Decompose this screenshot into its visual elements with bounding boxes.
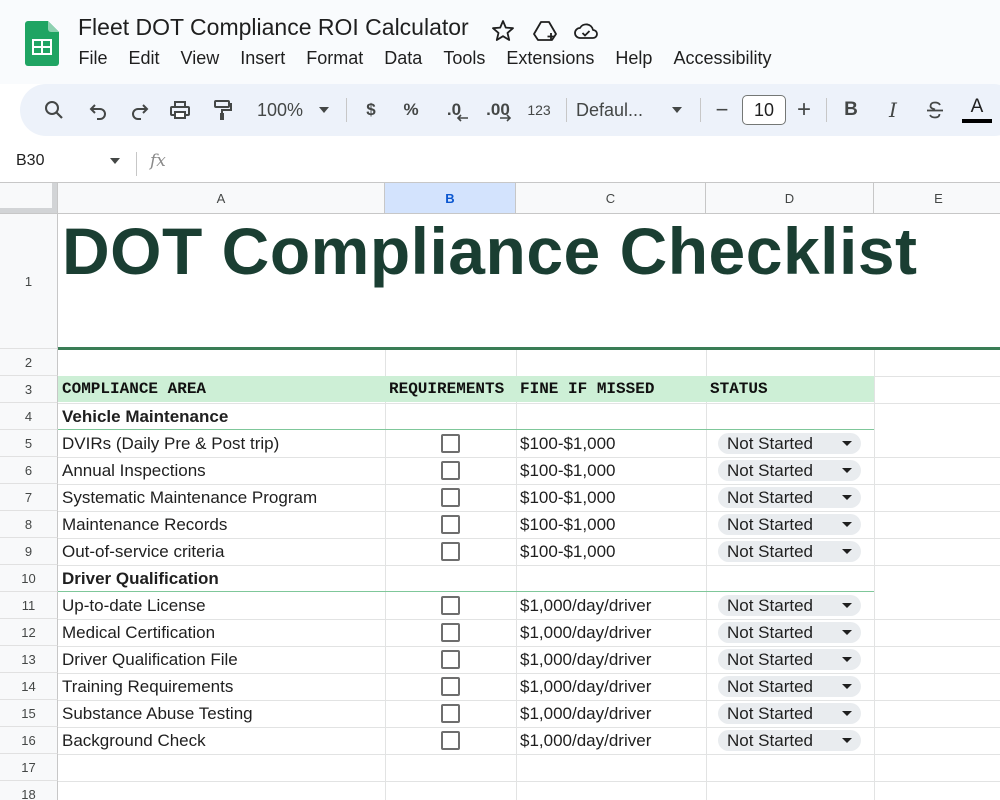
fine-cell: $100-$1,000 xyxy=(520,460,616,480)
menu-edit[interactable]: Edit xyxy=(128,48,160,68)
status-dropdown[interactable] xyxy=(718,433,861,454)
star-icon[interactable] xyxy=(490,18,516,44)
fine-cell: $100-$1,000 xyxy=(520,541,616,561)
redo-button[interactable] xyxy=(122,84,158,136)
undo-button[interactable] xyxy=(80,84,116,136)
status-dropdown[interactable] xyxy=(718,730,861,751)
header-fine-if-missed: FINE IF MISSED xyxy=(520,380,655,398)
gridline xyxy=(706,349,707,800)
menu-insert[interactable]: Insert xyxy=(240,48,286,68)
gridline xyxy=(874,349,875,800)
toolbar-divider xyxy=(700,98,701,122)
menu-data[interactable]: Data xyxy=(384,48,423,68)
chevron-down-icon xyxy=(842,468,852,473)
row-header[interactable]: 11 xyxy=(0,592,58,619)
row-header[interactable]: 2 xyxy=(0,349,58,376)
requirement-checkbox[interactable] xyxy=(441,461,460,480)
print-icon xyxy=(169,99,191,121)
row-header[interactable]: 14 xyxy=(0,673,58,700)
requirement-checkbox[interactable] xyxy=(441,677,460,696)
status-dropdown[interactable] xyxy=(718,649,861,670)
requirement-checkbox[interactable] xyxy=(441,731,460,750)
strikethrough-icon xyxy=(924,99,946,121)
requirement-checkbox[interactable] xyxy=(441,704,460,723)
chevron-down-icon xyxy=(842,630,852,635)
currency-format-button[interactable]: $ xyxy=(366,100,376,119)
sheets-logo-icon[interactable] xyxy=(25,21,59,66)
redo-icon xyxy=(129,99,151,121)
toolbar-divider xyxy=(826,98,827,122)
row-header[interactable]: 7 xyxy=(0,484,58,511)
move-to-drive-icon[interactable] xyxy=(532,18,558,44)
chevron-down-icon xyxy=(842,522,852,527)
column-header-a[interactable]: A xyxy=(58,183,385,214)
compliance-area-cell: Substance Abuse Testing xyxy=(62,703,253,723)
increase-decimal-button[interactable] xyxy=(478,84,518,136)
title-bar xyxy=(0,0,1000,84)
chevron-down-icon xyxy=(842,495,852,500)
requirement-checkbox[interactable] xyxy=(441,542,460,561)
bold-button[interactable]: B xyxy=(844,99,858,120)
percent-format-button[interactable]: % xyxy=(403,100,419,119)
status-value: Not Started xyxy=(727,460,813,480)
column-header-b[interactable]: B xyxy=(385,183,516,214)
row-header[interactable]: 15 xyxy=(0,700,58,727)
status-value: Not Started xyxy=(727,676,813,696)
font-select[interactable] xyxy=(576,84,688,136)
fine-cell: $1,000/day/driver xyxy=(520,730,652,750)
number-format-button[interactable]: 123 xyxy=(527,102,551,118)
requirement-checkbox[interactable] xyxy=(441,434,460,453)
status-dropdown[interactable] xyxy=(718,514,861,535)
gridline xyxy=(58,754,1000,755)
fine-cell: $100-$1,000 xyxy=(520,433,616,453)
zoom-select[interactable] xyxy=(248,84,338,136)
function-icon: fx xyxy=(150,151,166,171)
fine-cell: $100-$1,000 xyxy=(520,514,616,534)
status-value: Not Started xyxy=(727,541,813,561)
compliance-area-cell: Driver Qualification File xyxy=(62,649,238,669)
document-title[interactable]: Fleet DOT Compliance ROI Calculator xyxy=(78,14,469,40)
menu-help[interactable]: Help xyxy=(615,48,653,68)
requirement-checkbox[interactable] xyxy=(441,650,460,669)
text-color-swatch xyxy=(962,119,992,123)
row-header[interactable]: 1 xyxy=(0,214,58,349)
compliance-area-cell: Medical Certification xyxy=(62,622,216,642)
menu-extensions[interactable]: Extensions xyxy=(506,48,595,68)
chevron-down-icon xyxy=(842,441,852,446)
requirement-checkbox[interactable] xyxy=(441,623,460,642)
row-header[interactable]: 9 xyxy=(0,538,58,565)
status-value: Not Started xyxy=(727,622,813,642)
text-color-label: A xyxy=(970,96,984,117)
chevron-down-icon xyxy=(672,107,682,113)
menu-bar xyxy=(68,46,782,71)
column-header-d[interactable]: D xyxy=(706,183,874,214)
status-value: Not Started xyxy=(727,649,813,669)
row-header[interactable]: 5 xyxy=(0,430,58,457)
fine-cell: $1,000/day/driver xyxy=(520,676,652,696)
row-header[interactable]: 12 xyxy=(0,619,58,646)
compliance-area-cell: DVIRs (Daily Pre & Post trip) xyxy=(62,433,280,453)
requirement-checkbox[interactable] xyxy=(441,596,460,615)
chevron-down-icon[interactable] xyxy=(110,158,120,164)
arrow-left-icon xyxy=(456,114,468,122)
status-value: Not Started xyxy=(727,433,813,453)
requirement-checkbox[interactable] xyxy=(441,515,460,534)
search-menus-button[interactable] xyxy=(34,84,74,136)
toolbar-divider xyxy=(346,98,347,122)
chevron-down-icon xyxy=(842,603,852,608)
cloud-saved-icon[interactable] xyxy=(573,18,599,44)
fine-cell: $1,000/day/driver xyxy=(520,649,652,669)
status-dropdown[interactable] xyxy=(718,460,861,481)
chevron-down-icon xyxy=(319,107,329,113)
status-value: Not Started xyxy=(727,703,813,723)
row-header[interactable]: 18 xyxy=(0,781,58,800)
italic-button[interactable]: I xyxy=(889,98,897,122)
status-value: Not Started xyxy=(727,514,813,534)
header-compliance-area: COMPLIANCE AREA xyxy=(62,380,207,398)
compliance-area-cell: Background Check xyxy=(62,730,206,750)
gridline xyxy=(385,349,386,800)
menu-accessibility[interactable]: Accessibility xyxy=(673,48,772,68)
decrease-decimal-button[interactable] xyxy=(436,84,472,136)
text-color-button[interactable] xyxy=(960,84,994,136)
compliance-area-cell: Annual Inspections xyxy=(62,460,206,480)
chevron-down-icon xyxy=(842,684,852,689)
decrease-font-size-button[interactable]: − xyxy=(715,97,729,122)
fine-cell: $100-$1,000 xyxy=(520,487,616,507)
header-requirements: REQUIREMENTS xyxy=(389,380,505,398)
status-dropdown[interactable] xyxy=(718,622,861,643)
section-vehicle-maintenance: Vehicle Maintenance xyxy=(62,406,229,426)
increase-decimal-label: .00 xyxy=(486,100,510,119)
spreadsheet-grid xyxy=(0,182,1000,800)
compliance-area-cell: Systematic Maintenance Program xyxy=(62,487,318,507)
fine-cell: $1,000/day/driver xyxy=(520,595,652,615)
compliance-area-cell: Out-of-service criteria xyxy=(62,541,225,561)
formula-divider xyxy=(136,152,137,176)
status-dropdown[interactable] xyxy=(718,487,861,508)
gridline xyxy=(516,349,517,800)
name-box[interactable]: B30 xyxy=(16,152,45,169)
decrease-decimal-label: .0 xyxy=(446,100,462,119)
gridline xyxy=(58,781,1000,782)
select-all-corner[interactable] xyxy=(0,183,58,214)
font-name: Defaul... xyxy=(576,99,644,120)
status-dropdown[interactable] xyxy=(718,703,861,724)
paint-format-button[interactable] xyxy=(204,84,240,136)
strikethrough-button[interactable] xyxy=(920,84,950,136)
arrow-right-icon xyxy=(500,114,512,122)
status-dropdown[interactable] xyxy=(718,676,861,697)
paint-format-icon xyxy=(211,99,233,121)
menu-tools[interactable]: Tools xyxy=(443,48,486,68)
row-header[interactable]: 17 xyxy=(0,754,58,781)
row-header[interactable]: 6 xyxy=(0,457,58,484)
status-value: Not Started xyxy=(727,595,813,615)
increase-font-size-button[interactable]: + xyxy=(796,96,811,123)
row-header[interactable]: 3 xyxy=(0,376,58,403)
fine-cell: $1,000/day/driver xyxy=(520,622,652,642)
formula-bar xyxy=(0,146,1000,182)
freeze-row-handle[interactable] xyxy=(0,208,57,213)
font-size-input[interactable]: 10 xyxy=(742,95,786,125)
menu-file[interactable]: File xyxy=(78,48,108,68)
row-header[interactable]: 13 xyxy=(0,646,58,673)
row-header[interactable]: 8 xyxy=(0,511,58,538)
chevron-down-icon xyxy=(842,711,852,716)
section-driver-qualification: Driver Qualification xyxy=(62,568,219,588)
print-button[interactable] xyxy=(162,84,198,136)
compliance-area-cell: Training Requirements xyxy=(62,676,234,696)
chevron-down-icon xyxy=(842,738,852,743)
fine-cell: $1,000/day/driver xyxy=(520,703,652,723)
undo-icon xyxy=(87,99,109,121)
chevron-down-icon xyxy=(842,549,852,554)
requirement-checkbox[interactable] xyxy=(441,488,460,507)
compliance-area-cell: Maintenance Records xyxy=(62,514,228,534)
menu-format[interactable]: Format xyxy=(306,48,364,68)
status-dropdown[interactable] xyxy=(718,541,861,562)
status-value: Not Started xyxy=(727,487,813,507)
row-header[interactable]: 4 xyxy=(0,403,58,430)
status-dropdown[interactable] xyxy=(718,595,861,616)
search-icon xyxy=(43,99,65,121)
chevron-down-icon xyxy=(842,657,852,662)
toolbar-divider xyxy=(566,98,567,122)
row-header[interactable]: 16 xyxy=(0,727,58,754)
header-status: STATUS xyxy=(710,380,768,398)
menu-view[interactable]: View xyxy=(180,48,220,68)
status-value: Not Started xyxy=(727,730,813,750)
row-header[interactable]: 10 xyxy=(0,565,58,592)
toolbar xyxy=(20,84,1000,136)
column-header-c[interactable]: C xyxy=(516,183,706,214)
compliance-area-cell: Up-to-date License xyxy=(62,595,206,615)
zoom-value: 100% xyxy=(256,99,304,120)
column-header-e[interactable]: E xyxy=(874,183,1000,214)
sheet-title: DOT Compliance Checklist xyxy=(62,214,918,288)
title-underline xyxy=(58,347,1000,350)
